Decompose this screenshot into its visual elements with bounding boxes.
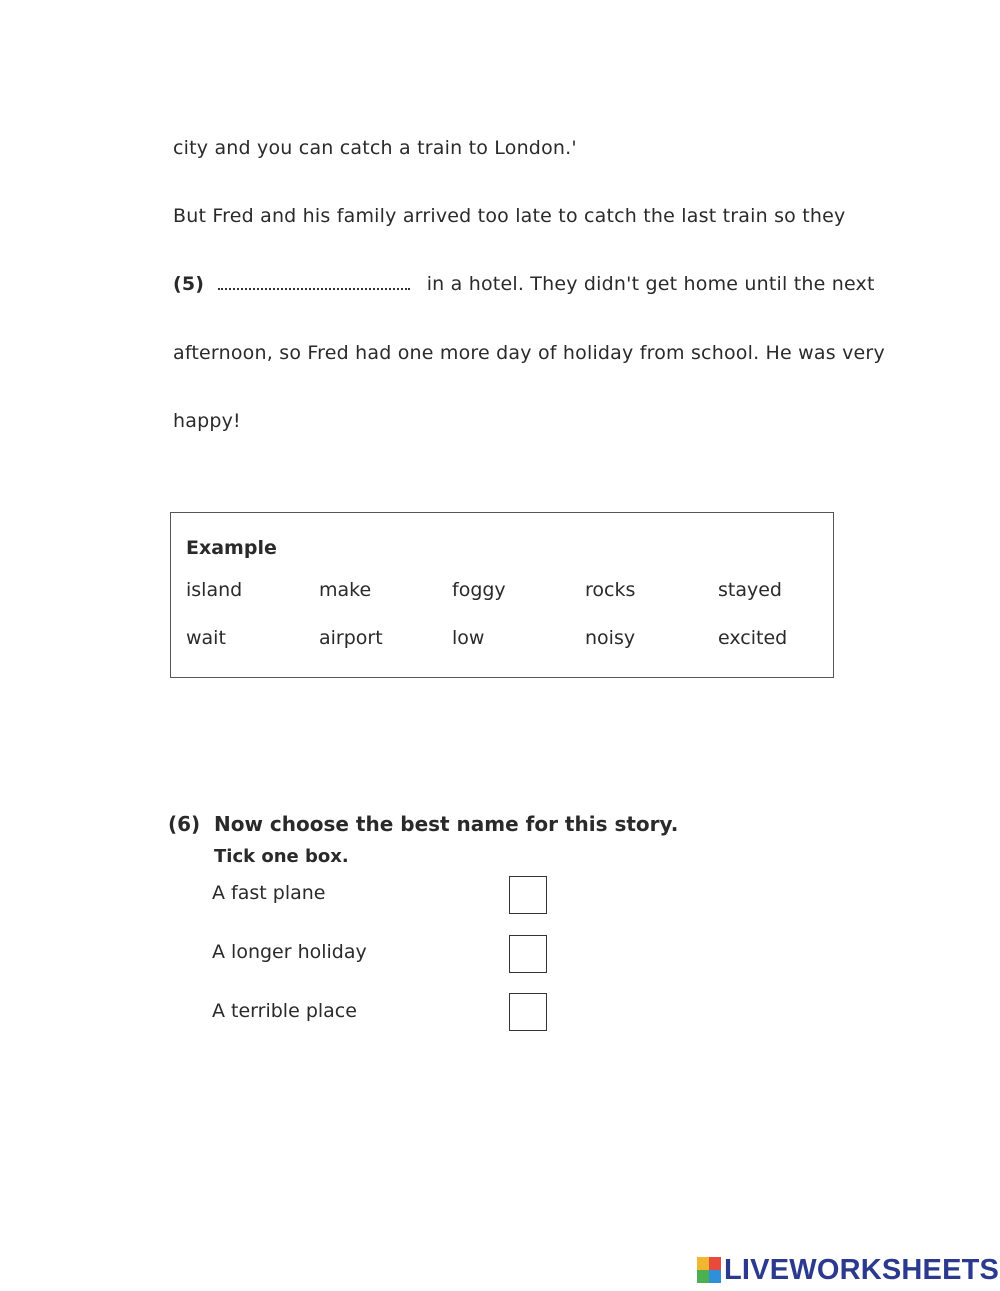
passage-line-3-text: in a hotel. They didn't get home until the next [426,273,875,295]
question-6-prompt: Now choose the best name for this story. [214,812,679,836]
question-5-number: (5) [173,273,205,295]
liveworksheets-logo-text: LIVEWORKSHEETS [724,1253,1000,1286]
logo-mark-cell [709,1257,721,1270]
word-foggy: foggy [452,579,506,601]
passage-line-4: afternoon, so Fred had one more day of holiday from school. He was very [173,342,885,364]
word-make: make [319,579,372,601]
liveworksheets-logo [697,1254,999,1286]
word-rocks: rocks [585,579,636,601]
option-checkbox-longer-holiday[interactable] [509,935,547,973]
option-checkbox-terrible-place[interactable] [509,993,547,1031]
option-label-fast-plane: A fast plane [212,882,326,904]
question-6-heading [168,812,678,836]
liveworksheets-mark-icon [697,1257,721,1283]
option-checkbox-fast-plane[interactable] [509,876,547,914]
passage-line-3 [173,273,875,295]
passage-line-5: happy! [173,410,241,432]
logo-mark-cell [697,1257,709,1270]
word-airport: airport [319,627,383,649]
word-box-title: Example [186,537,277,559]
word-wait: wait [186,627,226,649]
option-label-terrible-place: A terrible place [212,1000,357,1022]
word-island: island [186,579,243,601]
question-6-instruction: Tick one box. [214,846,349,867]
logo-mark-cell [697,1270,709,1283]
word-box [170,512,834,678]
passage-line-1: city and you can catch a train to London.' [173,137,577,159]
logo-mark-cell [709,1270,721,1283]
question-5-answer-blank[interactable] [218,274,410,290]
option-label-longer-holiday: A longer holiday [212,941,367,963]
passage-line-2: But Fred and his family arrived too late to catch the last train so they [173,205,846,227]
word-excited: excited [718,627,788,649]
question-6-number: (6) [168,812,201,836]
word-low: low [452,627,485,649]
word-stayed: stayed [718,579,782,601]
word-noisy: noisy [585,627,636,649]
